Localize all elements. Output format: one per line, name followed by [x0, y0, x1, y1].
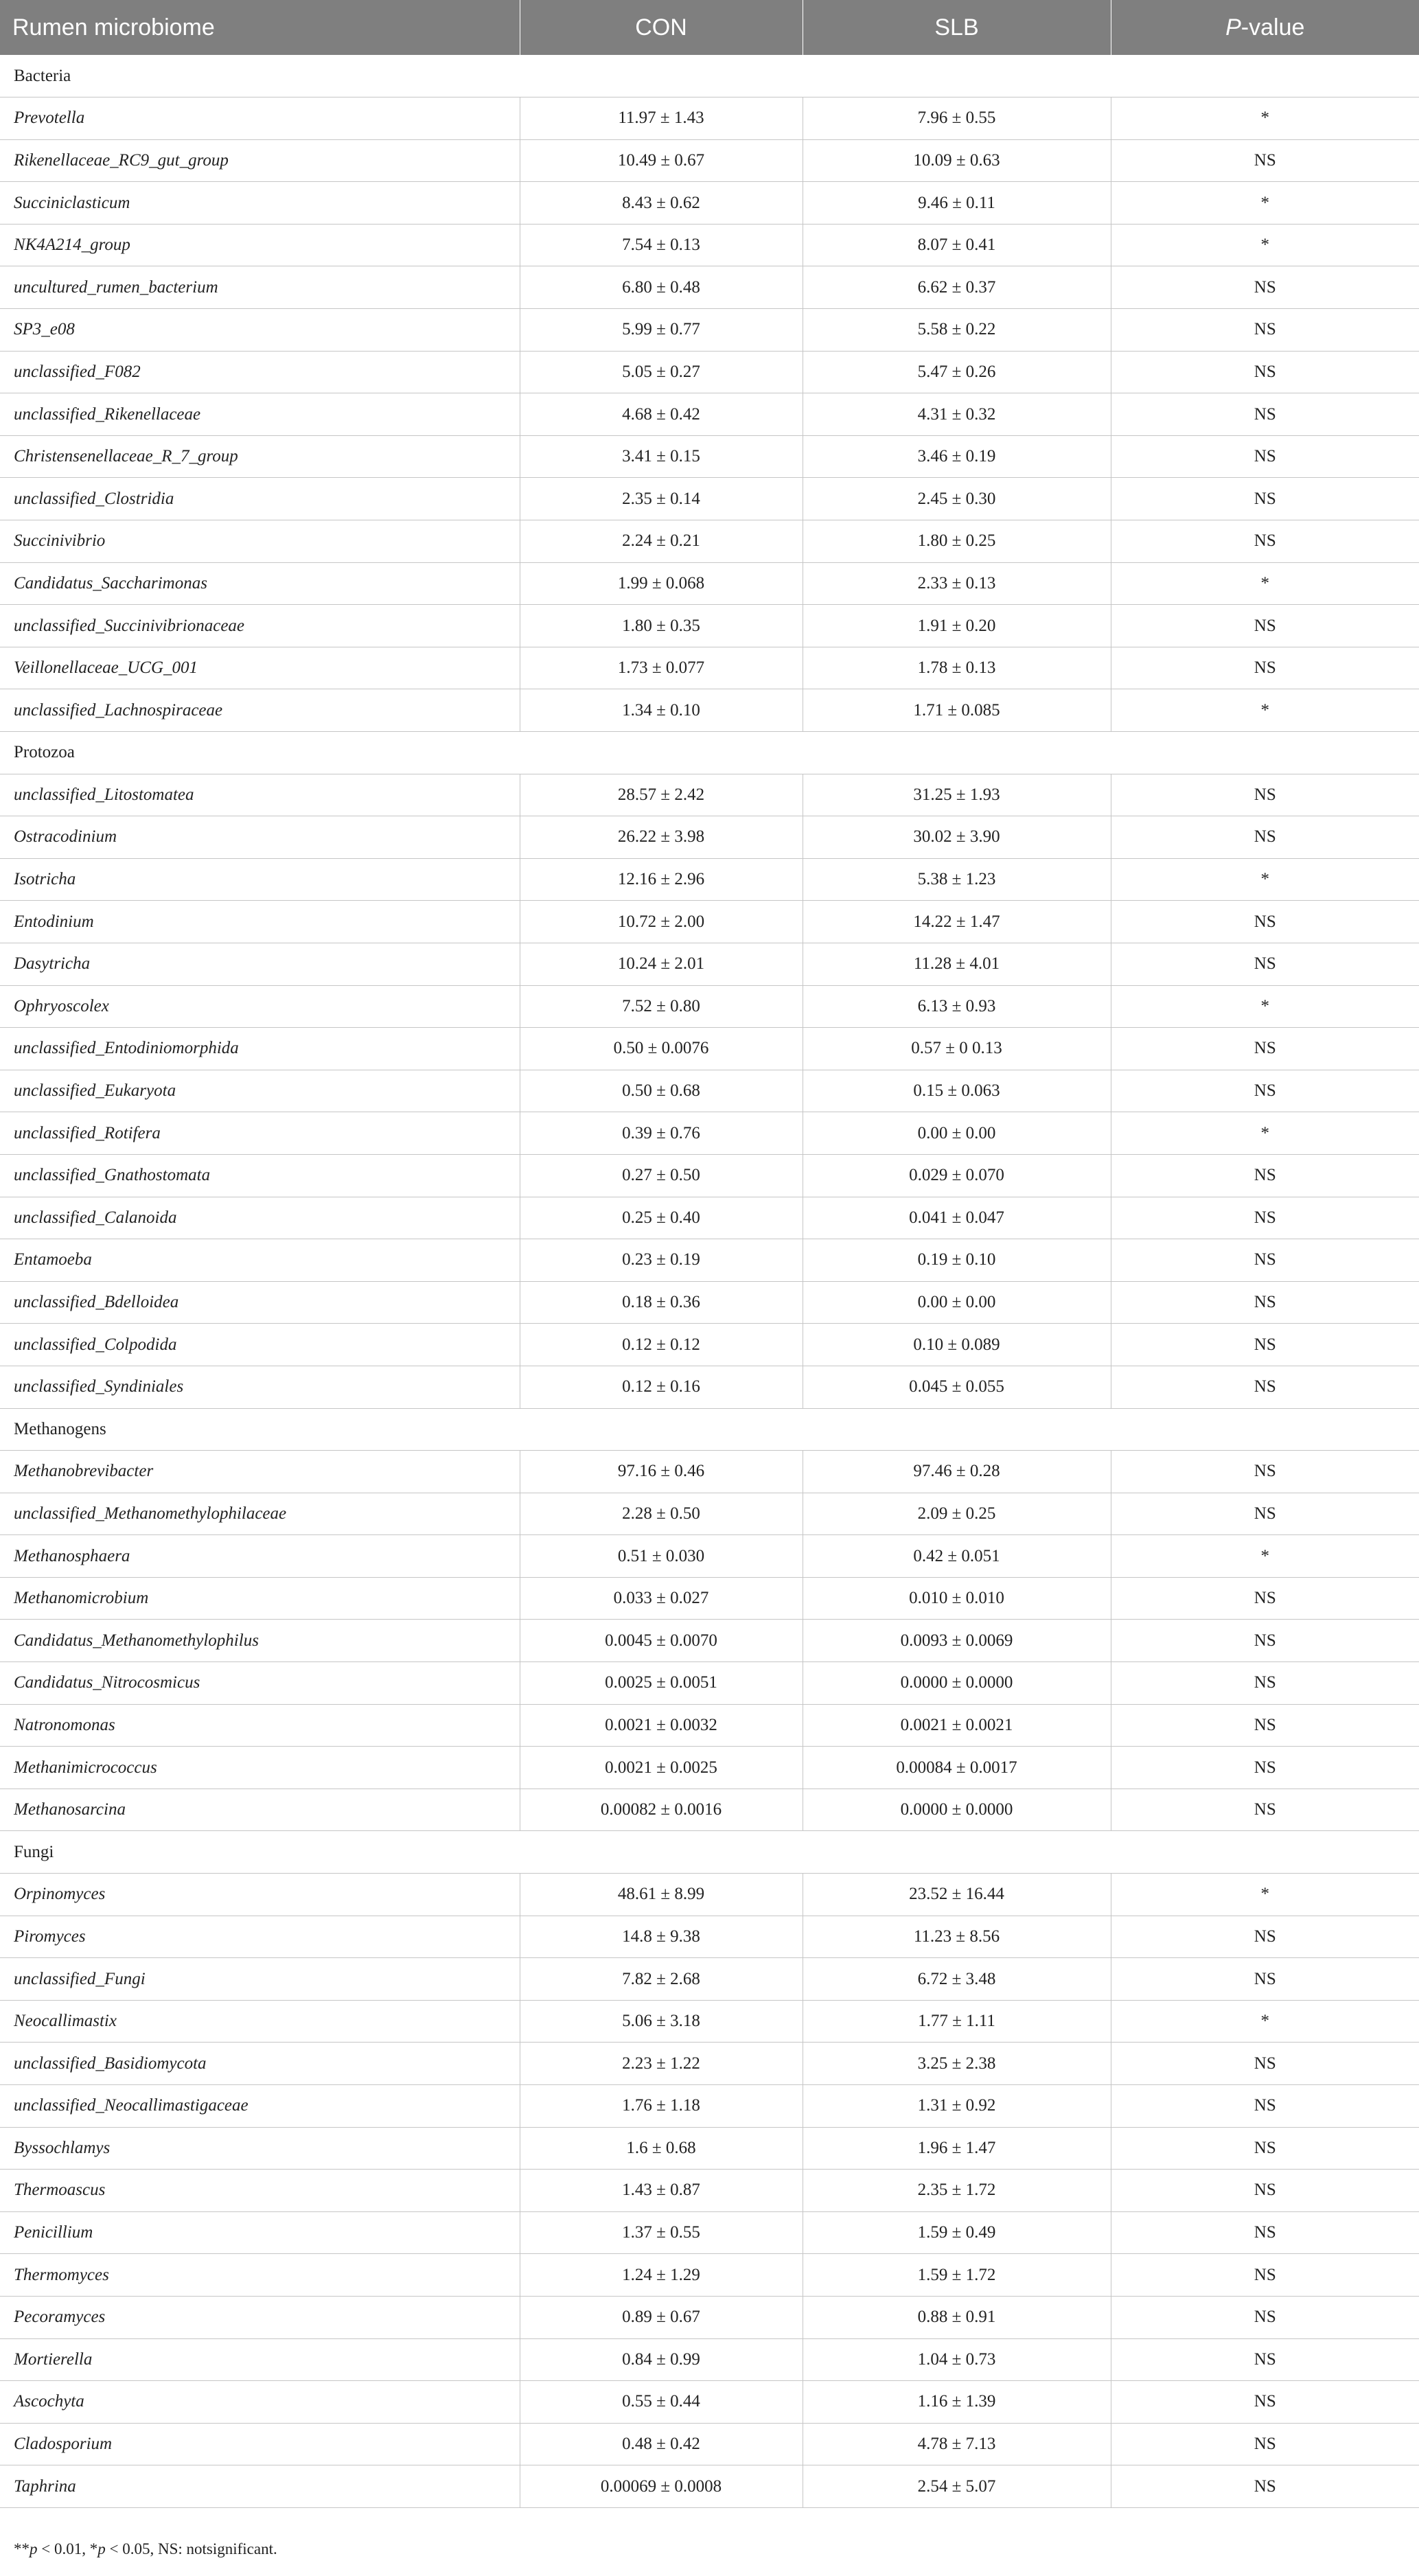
- footnote-text2: < 0.05, NS: notsignificant.: [105, 2540, 277, 2557]
- slb-value: 0.0000 ± 0.0000: [803, 1789, 1111, 1831]
- table-row: [0, 520, 1419, 563]
- slb-value: 0.10 ± 0.089: [803, 1324, 1111, 1366]
- con-value: 0.89 ± 0.67: [520, 2296, 803, 2338]
- con-value: 1.34 ± 0.10: [520, 689, 803, 732]
- con-value: 0.55 ± 0.44: [520, 2381, 803, 2424]
- table-row: [0, 309, 1419, 352]
- con-value: 0.12 ± 0.12: [520, 1324, 803, 1366]
- table-body: [0, 55, 1419, 2507]
- con-value: 10.72 ± 2.00: [520, 901, 803, 943]
- footnote: [14, 2540, 277, 2558]
- group-label: Methanogens: [0, 1408, 1419, 1451]
- slb-value: 6.62 ± 0.37: [803, 266, 1111, 309]
- p-value: NS: [1111, 1324, 1419, 1366]
- table-row: [0, 1620, 1419, 1662]
- table-row: [0, 1916, 1419, 1958]
- slb-value: 2.54 ± 5.07: [803, 2465, 1111, 2508]
- p-value: *: [1111, 1535, 1419, 1578]
- taxon-name: Neocallimastix: [0, 2000, 520, 2043]
- group-label: Fungi: [0, 1831, 1419, 1874]
- p-value: NS: [1111, 1662, 1419, 1705]
- p-value: NS: [1111, 1747, 1419, 1789]
- taxon-name: Penicillium: [0, 2211, 520, 2254]
- slb-value: 2.33 ± 0.13: [803, 562, 1111, 605]
- con-value: 0.0021 ± 0.0032: [520, 1704, 803, 1747]
- table-row: [0, 1366, 1419, 1408]
- table-row: [0, 1197, 1419, 1239]
- header-rumen-microbiome: Rumen microbiome: [0, 0, 520, 55]
- p-value: NS: [1111, 139, 1419, 182]
- slb-value: 7.96 ± 0.55: [803, 97, 1111, 140]
- table-row: [0, 266, 1419, 309]
- p-value: NS: [1111, 2296, 1419, 2338]
- taxon-name: Succinivibrio: [0, 520, 520, 563]
- slb-value: 10.09 ± 0.63: [803, 139, 1111, 182]
- table-row: [0, 985, 1419, 1028]
- p-value: *: [1111, 2000, 1419, 2043]
- slb-value: 2.09 ± 0.25: [803, 1493, 1111, 1535]
- taxon-name: Christensenellaceae_R_7_group: [0, 435, 520, 478]
- slb-value: 3.46 ± 0.19: [803, 435, 1111, 478]
- slb-value: 30.02 ± 3.90: [803, 816, 1111, 859]
- con-value: 0.0021 ± 0.0025: [520, 1747, 803, 1789]
- header-p-value: [1111, 0, 1419, 55]
- con-value: 7.54 ± 0.13: [520, 224, 803, 266]
- taxon-name: Veillonellaceae_UCG_001: [0, 647, 520, 689]
- con-value: 0.18 ± 0.36: [520, 1281, 803, 1324]
- p-value: NS: [1111, 605, 1419, 647]
- taxon-name: NK4A214_group: [0, 224, 520, 266]
- con-value: 10.24 ± 2.01: [520, 943, 803, 985]
- taxon-name: unclassified_Litostomatea: [0, 774, 520, 816]
- taxon-name: Methanosphaera: [0, 1535, 520, 1578]
- taxon-name: unclassified_Clostridia: [0, 478, 520, 520]
- taxon-name: Prevotella: [0, 97, 520, 140]
- taxon-name: uncultured_rumen_bacterium: [0, 266, 520, 309]
- p-value: NS: [1111, 1789, 1419, 1831]
- slb-value: 0.00084 ± 0.0017: [803, 1747, 1111, 1789]
- table-row: [0, 1154, 1419, 1197]
- slb-value: 1.78 ± 0.13: [803, 647, 1111, 689]
- p-value: NS: [1111, 2043, 1419, 2085]
- p-value: NS: [1111, 1620, 1419, 1662]
- p-value: NS: [1111, 393, 1419, 436]
- footnote-p2: p: [97, 2540, 106, 2557]
- slb-value: 1.16 ± 1.39: [803, 2381, 1111, 2424]
- p-value: NS: [1111, 2465, 1419, 2508]
- p-value: NS: [1111, 2211, 1419, 2254]
- slb-value: 97.46 ± 0.28: [803, 1451, 1111, 1493]
- p-value: NS: [1111, 2381, 1419, 2424]
- taxon-name: Methanosarcina: [0, 1789, 520, 1831]
- table-row: [0, 224, 1419, 266]
- table-row: [0, 605, 1419, 647]
- slb-value: 1.91 ± 0.20: [803, 605, 1111, 647]
- con-value: 12.16 ± 2.96: [520, 858, 803, 901]
- p-value: NS: [1111, 1070, 1419, 1112]
- slb-value: 0.57 ± 0 0.13: [803, 1028, 1111, 1070]
- con-value: 1.43 ± 0.87: [520, 2170, 803, 2212]
- p-value: NS: [1111, 816, 1419, 859]
- table-row: [0, 858, 1419, 901]
- con-value: 28.57 ± 2.42: [520, 774, 803, 816]
- footnote-lead: **: [14, 2540, 30, 2557]
- table-row: [0, 647, 1419, 689]
- p-value: NS: [1111, 1028, 1419, 1070]
- taxon-name: unclassified_Rikenellaceae: [0, 393, 520, 436]
- con-value: 14.8 ± 9.38: [520, 1916, 803, 1958]
- footnote-text1: < 0.01, *: [37, 2540, 98, 2557]
- taxon-name: Ophryoscolex: [0, 985, 520, 1028]
- taxon-name: unclassified_Entodiniomorphida: [0, 1028, 520, 1070]
- p-value: NS: [1111, 2338, 1419, 2381]
- taxon-name: Thermoascus: [0, 2170, 520, 2212]
- taxon-name: Piromyces: [0, 1916, 520, 1958]
- con-value: 1.73 ± 0.077: [520, 647, 803, 689]
- con-value: 0.50 ± 0.0076: [520, 1028, 803, 1070]
- slb-value: 0.88 ± 0.91: [803, 2296, 1111, 2338]
- header-con: CON: [520, 0, 803, 55]
- p-value: NS: [1111, 478, 1419, 520]
- p-value: NS: [1111, 2085, 1419, 2128]
- footnote-p1: p: [30, 2540, 38, 2557]
- con-value: 1.6 ± 0.68: [520, 2127, 803, 2170]
- table-row: [0, 139, 1419, 182]
- slb-value: 0.00 ± 0.00: [803, 1281, 1111, 1324]
- p-value: NS: [1111, 1451, 1419, 1493]
- slb-value: 1.59 ± 1.72: [803, 2254, 1111, 2297]
- table-row: [0, 1535, 1419, 1578]
- table-row: [0, 2085, 1419, 2128]
- p-value: NS: [1111, 309, 1419, 352]
- p-value: NS: [1111, 2254, 1419, 2297]
- con-value: 4.68 ± 0.42: [520, 393, 803, 436]
- slb-value: 3.25 ± 2.38: [803, 2043, 1111, 2085]
- con-value: 0.0045 ± 0.0070: [520, 1620, 803, 1662]
- table-row: [0, 2296, 1419, 2338]
- table-row: [0, 2381, 1419, 2424]
- con-value: 6.80 ± 0.48: [520, 266, 803, 309]
- p-value: NS: [1111, 1197, 1419, 1239]
- table-row: [0, 774, 1419, 816]
- table-row: [0, 2043, 1419, 2085]
- p-value: NS: [1111, 647, 1419, 689]
- p-value: NS: [1111, 266, 1419, 309]
- con-value: 2.35 ± 0.14: [520, 478, 803, 520]
- taxon-name: unclassified_Bdelloidea: [0, 1281, 520, 1324]
- p-value: NS: [1111, 1958, 1419, 2001]
- slb-value: 8.07 ± 0.41: [803, 224, 1111, 266]
- table-row: [0, 1958, 1419, 2001]
- p-value: NS: [1111, 901, 1419, 943]
- p-value: NS: [1111, 774, 1419, 816]
- taxon-name: Methanimicrococcus: [0, 1747, 520, 1789]
- p-value: NS: [1111, 2423, 1419, 2465]
- p-value: *: [1111, 689, 1419, 732]
- con-value: 2.24 ± 0.21: [520, 520, 803, 563]
- con-value: 10.49 ± 0.67: [520, 139, 803, 182]
- p-value: NS: [1111, 2127, 1419, 2170]
- slb-value: 1.71 ± 0.085: [803, 689, 1111, 732]
- table-row: [0, 435, 1419, 478]
- taxon-name: unclassified_Succinivibrionaceae: [0, 605, 520, 647]
- slb-value: 0.0093 ± 0.0069: [803, 1620, 1111, 1662]
- slb-value: 2.45 ± 0.30: [803, 478, 1111, 520]
- con-value: 2.28 ± 0.50: [520, 1493, 803, 1535]
- taxon-name: Dasytricha: [0, 943, 520, 985]
- slb-value: 6.72 ± 3.48: [803, 1958, 1111, 2001]
- p-value: *: [1111, 858, 1419, 901]
- con-value: 11.97 ± 1.43: [520, 97, 803, 140]
- table-row: [0, 2254, 1419, 2297]
- slb-value: 5.38 ± 1.23: [803, 858, 1111, 901]
- taxon-name: Byssochlamys: [0, 2127, 520, 2170]
- taxon-name: SP3_e08: [0, 309, 520, 352]
- taxon-name: unclassified_Neocallimastigaceae: [0, 2085, 520, 2128]
- con-value: 0.50 ± 0.68: [520, 1070, 803, 1112]
- p-value: NS: [1111, 1916, 1419, 1958]
- p-value: NS: [1111, 1366, 1419, 1408]
- con-value: 48.61 ± 8.99: [520, 1874, 803, 1916]
- p-value: *: [1111, 562, 1419, 605]
- taxon-name: Taphrina: [0, 2465, 520, 2508]
- slb-value: 23.52 ± 16.44: [803, 1874, 1111, 1916]
- slb-value: 4.31 ± 0.32: [803, 393, 1111, 436]
- p-value: *: [1111, 985, 1419, 1028]
- taxon-name: Ostracodinium: [0, 816, 520, 859]
- con-value: 5.06 ± 3.18: [520, 2000, 803, 2043]
- p-value: *: [1111, 224, 1419, 266]
- taxon-name: Methanobrevibacter: [0, 1451, 520, 1493]
- p-value: NS: [1111, 1281, 1419, 1324]
- con-value: 0.51 ± 0.030: [520, 1535, 803, 1578]
- group-row: [0, 732, 1419, 774]
- table-row: [0, 943, 1419, 985]
- slb-value: 5.47 ± 0.26: [803, 351, 1111, 393]
- con-value: 0.84 ± 0.99: [520, 2338, 803, 2381]
- header-p-suffix: -value: [1241, 14, 1305, 41]
- con-value: 5.05 ± 0.27: [520, 351, 803, 393]
- table-row: [0, 1662, 1419, 1705]
- taxon-name: Mortierella: [0, 2338, 520, 2381]
- slb-value: 1.77 ± 1.11: [803, 2000, 1111, 2043]
- taxon-name: Rikenellaceae_RC9_gut_group: [0, 139, 520, 182]
- table-row: [0, 182, 1419, 225]
- table-row: [0, 1577, 1419, 1620]
- table-row: [0, 1493, 1419, 1535]
- header-p-italic: P: [1225, 14, 1241, 41]
- con-value: 0.27 ± 0.50: [520, 1154, 803, 1197]
- table-row: [0, 2211, 1419, 2254]
- p-value: NS: [1111, 1577, 1419, 1620]
- con-value: 5.99 ± 0.77: [520, 309, 803, 352]
- table-row: [0, 2338, 1419, 2381]
- slb-value: 0.00 ± 0.00: [803, 1112, 1111, 1155]
- slb-value: 4.78 ± 7.13: [803, 2423, 1111, 2465]
- header-slb: SLB: [803, 0, 1111, 55]
- con-value: 0.23 ± 0.19: [520, 1239, 803, 1282]
- p-value: NS: [1111, 1239, 1419, 1282]
- taxon-name: Candidatus_Saccharimonas: [0, 562, 520, 605]
- group-row: [0, 1831, 1419, 1874]
- slb-value: 14.22 ± 1.47: [803, 901, 1111, 943]
- p-value: NS: [1111, 1704, 1419, 1747]
- table-header: [0, 0, 1419, 55]
- taxon-name: Methanomicrobium: [0, 1577, 520, 1620]
- taxon-name: Succiniclasticum: [0, 182, 520, 225]
- con-value: 1.37 ± 0.55: [520, 2211, 803, 2254]
- table-row: [0, 1112, 1419, 1155]
- con-value: 1.24 ± 1.29: [520, 2254, 803, 2297]
- con-value: 1.99 ± 0.068: [520, 562, 803, 605]
- p-value: NS: [1111, 520, 1419, 563]
- slb-value: 0.045 ± 0.055: [803, 1366, 1111, 1408]
- con-value: 0.12 ± 0.16: [520, 1366, 803, 1408]
- table-row: [0, 1070, 1419, 1112]
- table-row: [0, 2000, 1419, 2043]
- slb-value: 1.80 ± 0.25: [803, 520, 1111, 563]
- p-value: NS: [1111, 2170, 1419, 2212]
- header-row: [0, 0, 1419, 55]
- p-value: NS: [1111, 943, 1419, 985]
- table-row: [0, 2423, 1419, 2465]
- slb-value: 0.19 ± 0.10: [803, 1239, 1111, 1282]
- slb-value: 11.23 ± 8.56: [803, 1916, 1111, 1958]
- taxon-name: unclassified_Fungi: [0, 1958, 520, 2001]
- taxon-name: unclassified_Lachnospiraceae: [0, 689, 520, 732]
- group-label: Bacteria: [0, 55, 1419, 97]
- slb-value: 0.041 ± 0.047: [803, 1197, 1111, 1239]
- con-value: 0.00069 ± 0.0008: [520, 2465, 803, 2508]
- taxon-name: Isotricha: [0, 858, 520, 901]
- p-value: NS: [1111, 435, 1419, 478]
- p-value: *: [1111, 1112, 1419, 1155]
- group-row: [0, 1408, 1419, 1451]
- table-row: [0, 2127, 1419, 2170]
- slb-value: 1.31 ± 0.92: [803, 2085, 1111, 2128]
- slb-value: 1.59 ± 0.49: [803, 2211, 1111, 2254]
- taxon-name: Thermomyces: [0, 2254, 520, 2297]
- slb-value: 0.15 ± 0.063: [803, 1070, 1111, 1112]
- table-row: [0, 478, 1419, 520]
- table-row: [0, 901, 1419, 943]
- con-value: 8.43 ± 0.62: [520, 182, 803, 225]
- con-value: 26.22 ± 3.98: [520, 816, 803, 859]
- table-row: [0, 816, 1419, 859]
- p-value: *: [1111, 97, 1419, 140]
- table-row: [0, 1281, 1419, 1324]
- con-value: 3.41 ± 0.15: [520, 435, 803, 478]
- group-row: [0, 55, 1419, 97]
- taxon-name: Natronomonas: [0, 1704, 520, 1747]
- table-row: [0, 97, 1419, 140]
- slb-value: 0.0021 ± 0.0021: [803, 1704, 1111, 1747]
- taxon-name: unclassified_Syndiniales: [0, 1366, 520, 1408]
- taxon-name: Entamoeba: [0, 1239, 520, 1282]
- taxon-name: unclassified_Rotifera: [0, 1112, 520, 1155]
- table-row: [0, 1704, 1419, 1747]
- taxon-name: unclassified_Eukaryota: [0, 1070, 520, 1112]
- slb-value: 0.029 ± 0.070: [803, 1154, 1111, 1197]
- p-value: NS: [1111, 351, 1419, 393]
- taxon-name: unclassified_F082: [0, 351, 520, 393]
- slb-value: 11.28 ± 4.01: [803, 943, 1111, 985]
- con-value: 7.82 ± 2.68: [520, 1958, 803, 2001]
- taxon-name: unclassified_Basidiomycota: [0, 2043, 520, 2085]
- slb-value: 1.96 ± 1.47: [803, 2127, 1111, 2170]
- table-row: [0, 1324, 1419, 1366]
- con-value: 0.39 ± 0.76: [520, 1112, 803, 1155]
- table-row: [0, 2170, 1419, 2212]
- p-value: *: [1111, 182, 1419, 225]
- taxon-name: Candidatus_Nitrocosmicus: [0, 1662, 520, 1705]
- taxon-name: Candidatus_Methanomethylophilus: [0, 1620, 520, 1662]
- table-row: [0, 689, 1419, 732]
- con-value: 1.80 ± 0.35: [520, 605, 803, 647]
- slb-value: 31.25 ± 1.93: [803, 774, 1111, 816]
- slb-value: 0.0000 ± 0.0000: [803, 1662, 1111, 1705]
- con-value: 0.033 ± 0.027: [520, 1577, 803, 1620]
- slb-value: 6.13 ± 0.93: [803, 985, 1111, 1028]
- taxon-name: unclassified_Colpodida: [0, 1324, 520, 1366]
- con-value: 97.16 ± 0.46: [520, 1451, 803, 1493]
- slb-value: 2.35 ± 1.72: [803, 2170, 1111, 2212]
- taxon-name: Cladosporium: [0, 2423, 520, 2465]
- slb-value: 9.46 ± 0.11: [803, 182, 1111, 225]
- p-value: NS: [1111, 1154, 1419, 1197]
- slb-value: 1.04 ± 0.73: [803, 2338, 1111, 2381]
- table-row: [0, 1028, 1419, 1070]
- taxon-name: unclassified_Calanoida: [0, 1197, 520, 1239]
- taxon-name: unclassified_Gnathostomata: [0, 1154, 520, 1197]
- table-row: [0, 1789, 1419, 1831]
- con-value: 0.48 ± 0.42: [520, 2423, 803, 2465]
- p-value: *: [1111, 1874, 1419, 1916]
- table-row: [0, 1874, 1419, 1916]
- con-value: 1.76 ± 1.18: [520, 2085, 803, 2128]
- table-row: [0, 2465, 1419, 2508]
- table-row: [0, 351, 1419, 393]
- con-value: 0.25 ± 0.40: [520, 1197, 803, 1239]
- table-row: [0, 393, 1419, 436]
- taxon-name: Orpinomyces: [0, 1874, 520, 1916]
- table-row: [0, 1239, 1419, 1282]
- slb-value: 0.42 ± 0.051: [803, 1535, 1111, 1578]
- taxon-name: Ascochyta: [0, 2381, 520, 2424]
- table-row: [0, 1451, 1419, 1493]
- con-value: 0.0025 ± 0.0051: [520, 1662, 803, 1705]
- con-value: 2.23 ± 1.22: [520, 2043, 803, 2085]
- taxon-name: Pecoramyces: [0, 2296, 520, 2338]
- group-label: Protozoa: [0, 732, 1419, 774]
- table-row: [0, 1747, 1419, 1789]
- p-value: NS: [1111, 1493, 1419, 1535]
- slb-value: 5.58 ± 0.22: [803, 309, 1111, 352]
- con-value: 0.00082 ± 0.0016: [520, 1789, 803, 1831]
- slb-value: 0.010 ± 0.010: [803, 1577, 1111, 1620]
- table-row: [0, 562, 1419, 605]
- taxon-name: Entodinium: [0, 901, 520, 943]
- con-value: 7.52 ± 0.80: [520, 985, 803, 1028]
- taxon-name: unclassified_Methanomethylophilaceae: [0, 1493, 520, 1535]
